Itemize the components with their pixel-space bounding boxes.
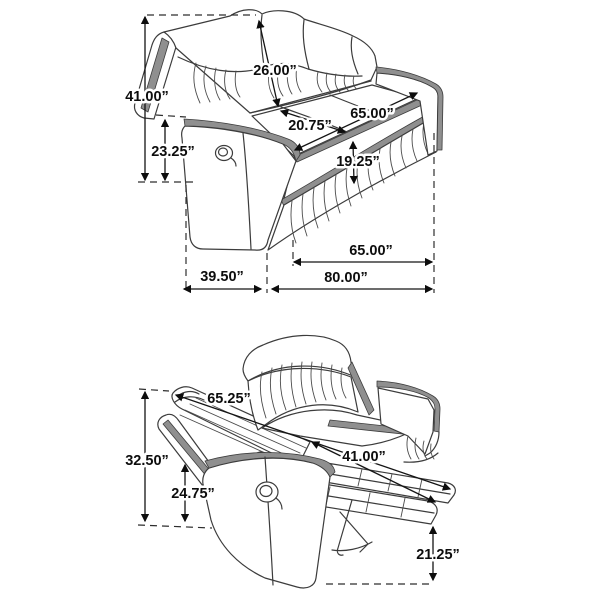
dim-label-seat-width: 65.00” (350, 106, 394, 122)
dim-label-arm-height: 23.25” (151, 144, 195, 160)
dim-label-overall-height: 41.00” (125, 89, 169, 105)
dim-label-overall-depth: 39.50” (200, 269, 244, 285)
dim-label-reclined-length: 65.25” (207, 391, 251, 407)
dim-label-seat-depth: 20.75” (288, 118, 332, 134)
dim-label-footrest-height: 21.25” (416, 547, 460, 563)
dim-label-overall-width: 80.00” (324, 270, 368, 286)
dim-overall-width (272, 270, 432, 289)
sofa-reclined-illustration (158, 335, 456, 588)
dim-footrest-height (326, 527, 460, 584)
dim-label-seat-area-width: 65.00” (349, 243, 393, 259)
dim-label-seat-footrest-length: 41.00” (342, 449, 386, 465)
dim-label-seat-height: 19.25” (336, 154, 380, 170)
dim-label-reclined-arm-height: 24.75” (171, 486, 215, 502)
dim-label-back-height: 26.00” (253, 63, 297, 79)
dim-label-reclined-height: 32.50” (125, 453, 169, 469)
